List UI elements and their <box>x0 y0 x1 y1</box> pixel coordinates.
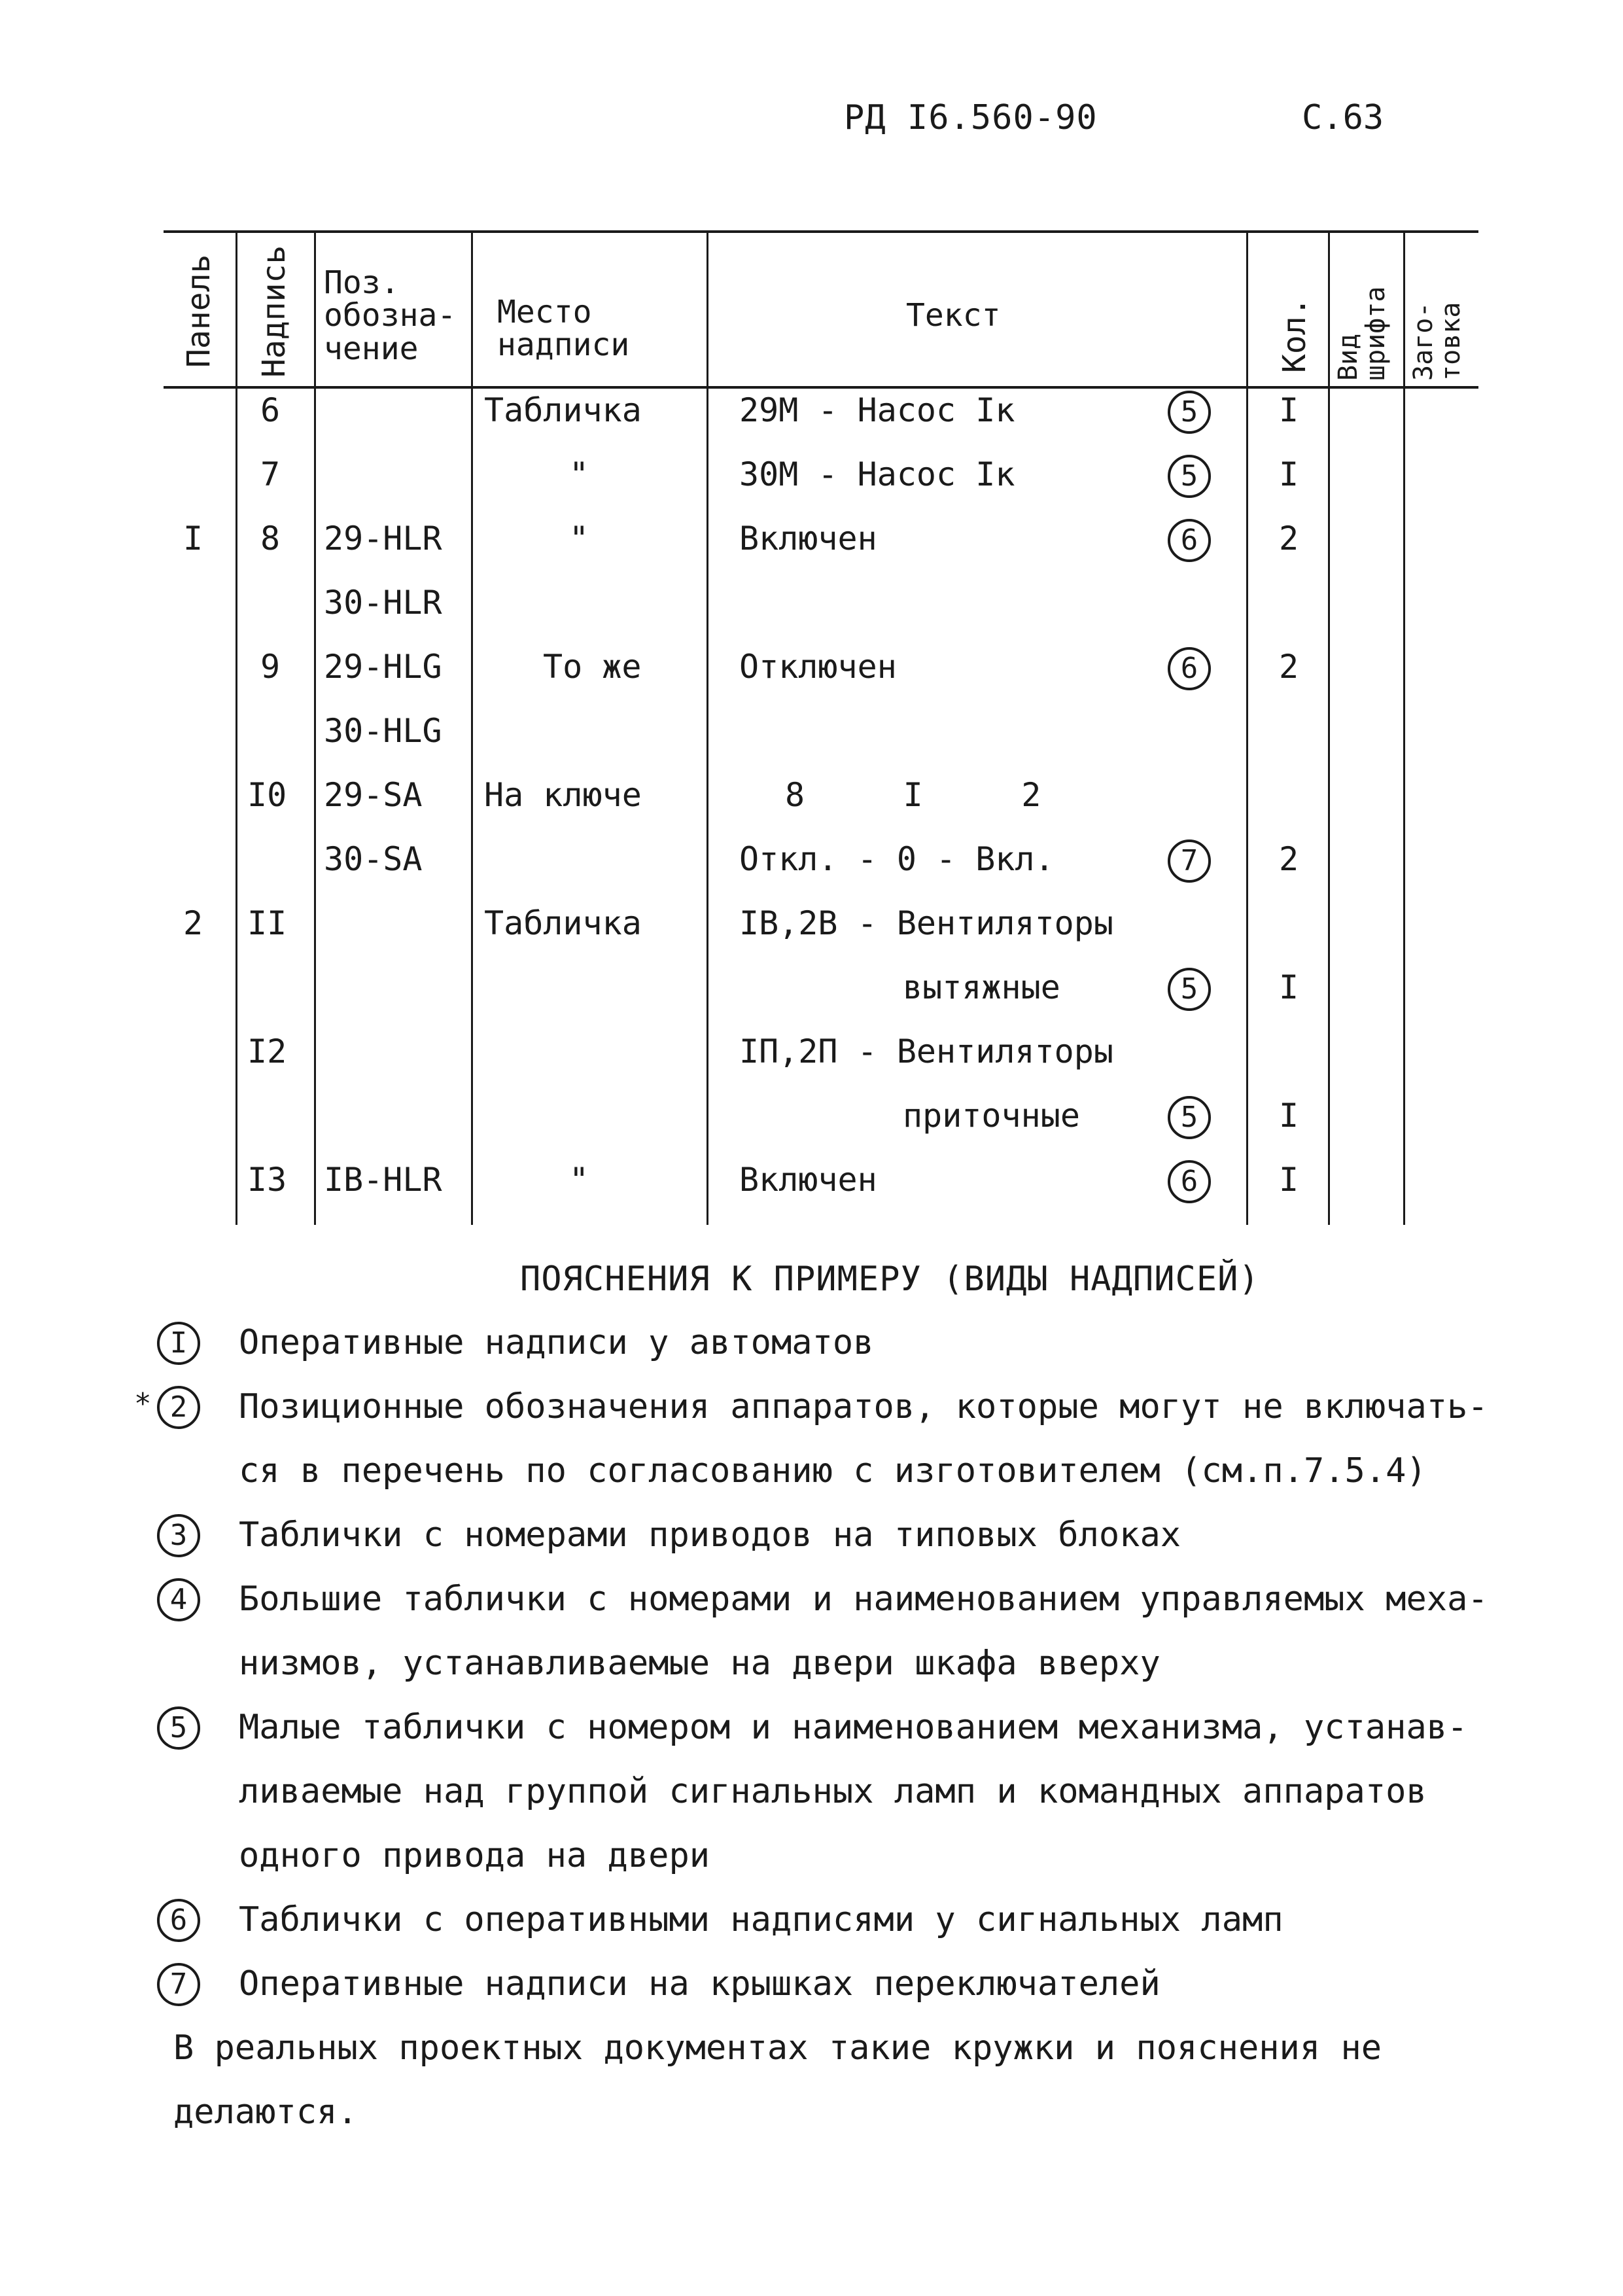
row-place: Табличка <box>484 904 642 942</box>
kind-circle: 6 <box>1168 519 1211 562</box>
footnote-star: * <box>134 1387 152 1421</box>
row-place: Табличка <box>484 391 642 429</box>
row-label: 9 <box>260 648 281 686</box>
row-pos: 29-HLR <box>324 520 442 557</box>
col-divider <box>707 230 708 1225</box>
row-pos: 30-HLR <box>324 584 442 622</box>
row-panel: I <box>183 520 203 557</box>
row-text: 29М - Насос Iк <box>739 391 1015 429</box>
col-divider <box>236 230 237 1225</box>
closing-note: В реальных проектных документах такие кружки и пояснения не <box>173 2028 1382 2068</box>
row-panel: 2 <box>183 904 203 942</box>
row-text: IВ,2В - Вентиляторы <box>739 904 1113 942</box>
row-place: " <box>569 455 589 493</box>
row-qty: I <box>1279 1161 1299 1199</box>
row-qty: I <box>1279 968 1299 1006</box>
col-divider <box>471 230 473 1225</box>
row-qty: I <box>1279 1097 1299 1135</box>
explanation-text: Таблички с оперативными надписями у сигнальных ламп <box>239 1900 1283 1939</box>
row-qty: 2 <box>1279 840 1299 878</box>
row-text: вытяжные <box>903 968 1060 1006</box>
row-pos: 29-HLG <box>324 648 442 686</box>
kind-circle: 4 <box>157 1578 200 1621</box>
row-place: То же <box>543 648 642 686</box>
row-label: I0 <box>247 776 287 814</box>
explanations-title: ПОЯСНЕНИЯ К ПРИМЕРУ (ВИДЫ НАДПИСЕЙ) <box>520 1260 1260 1299</box>
col-divider <box>1328 230 1330 1225</box>
explanation-text: ливаемые над группой сигнальных ламп и командных аппаратов <box>239 1772 1427 1811</box>
row-pos: 29-SA <box>324 776 423 814</box>
explanation-text: Таблички с номерами приводов на типовых блоках <box>239 1515 1181 1555</box>
explanation-text: Малые таблички с номером и наименованием механизма, устанав- <box>239 1708 1468 1747</box>
kind-circle: 5 <box>1168 455 1211 498</box>
col-divider <box>1403 230 1405 1225</box>
col-header-font: Вид шрифта <box>1333 286 1391 381</box>
row-text: приточные <box>903 1097 1080 1135</box>
row-text: Включен <box>739 1161 877 1199</box>
inscriptions-table <box>164 230 1478 1225</box>
col-divider <box>314 230 316 1225</box>
row-label: 6 <box>260 391 281 429</box>
col-header-panel: Панель <box>181 254 217 368</box>
explanation-text: одного привода на двери <box>239 1836 710 1875</box>
kind-circle: 6 <box>1168 1160 1211 1203</box>
kind-circle: 7 <box>1168 839 1211 883</box>
table-header-rule <box>164 386 1478 389</box>
row-text: IП,2П - Вентиляторы <box>739 1033 1113 1070</box>
closing-note: делаются. <box>173 2093 358 2132</box>
kind-circle: 3 <box>157 1514 200 1557</box>
kind-circle: 6 <box>157 1899 200 1942</box>
explanation-text: Оперативные надписи у автоматов <box>239 1323 874 1362</box>
row-text: Откл. - 0 - Вкл. <box>739 840 1055 878</box>
kind-circle: I <box>157 1322 200 1365</box>
row-place: На ключе <box>484 776 642 814</box>
explanation-text: низмов, устанавливаемые на двери шкафа вверху <box>239 1644 1161 1683</box>
row-text: 30М - Насос Iк <box>739 455 1015 493</box>
row-label: 7 <box>260 455 281 493</box>
document-code: РД I6.560-90 <box>844 98 1098 137</box>
col-header-label: Надпись <box>256 245 292 378</box>
row-label: I2 <box>247 1033 287 1070</box>
explanation-text: Позиционные обозначения аппаратов, которые могут не включать- <box>239 1387 1488 1426</box>
kind-circle: 2 <box>157 1386 200 1429</box>
explanation-text: Большие таблички с номерами и наименованием управляемых меха- <box>239 1580 1488 1619</box>
row-qty: 2 <box>1279 648 1299 686</box>
col-header-place: Место надписи <box>497 294 630 364</box>
kind-circle: 5 <box>1168 968 1211 1011</box>
col-header-text: Текст <box>906 297 1001 334</box>
row-qty: I <box>1279 391 1299 429</box>
page-number: С.63 <box>1302 98 1384 137</box>
row-text: Отключен <box>739 648 897 686</box>
row-place: " <box>569 520 589 557</box>
explanation-text: ся в перечень по согласованию с изготовителем (см.п.7.5.4) <box>239 1451 1427 1491</box>
row-pos: IВ-HLR <box>324 1161 442 1199</box>
row-pos: 30-HLG <box>324 712 442 750</box>
col-header-blank: Заго- товка <box>1408 302 1466 381</box>
row-label: I3 <box>247 1161 287 1199</box>
kind-circle: 5 <box>157 1706 200 1750</box>
row-place: " <box>569 1161 589 1199</box>
row-label: II <box>247 904 287 942</box>
row-label: 8 <box>260 520 281 557</box>
explanation-text: Оперативные надписи на крышках переключателей <box>239 1964 1161 2004</box>
row-pos: 30-SA <box>324 840 423 878</box>
table-top-rule <box>164 230 1478 233</box>
kind-circle: 5 <box>1168 1096 1211 1139</box>
col-header-pos: Поз. обозна- чение <box>324 264 457 367</box>
kind-circle: 6 <box>1168 647 1211 690</box>
row-text: Включен <box>739 520 877 557</box>
col-header-qty: Кол. <box>1276 297 1313 373</box>
kind-circle: 5 <box>1168 391 1211 434</box>
row-text: 8 I 2 <box>785 776 1041 814</box>
kind-circle: 7 <box>157 1963 200 2006</box>
row-qty: I <box>1279 455 1299 493</box>
col-divider <box>1246 230 1248 1225</box>
row-qty: 2 <box>1279 520 1299 557</box>
